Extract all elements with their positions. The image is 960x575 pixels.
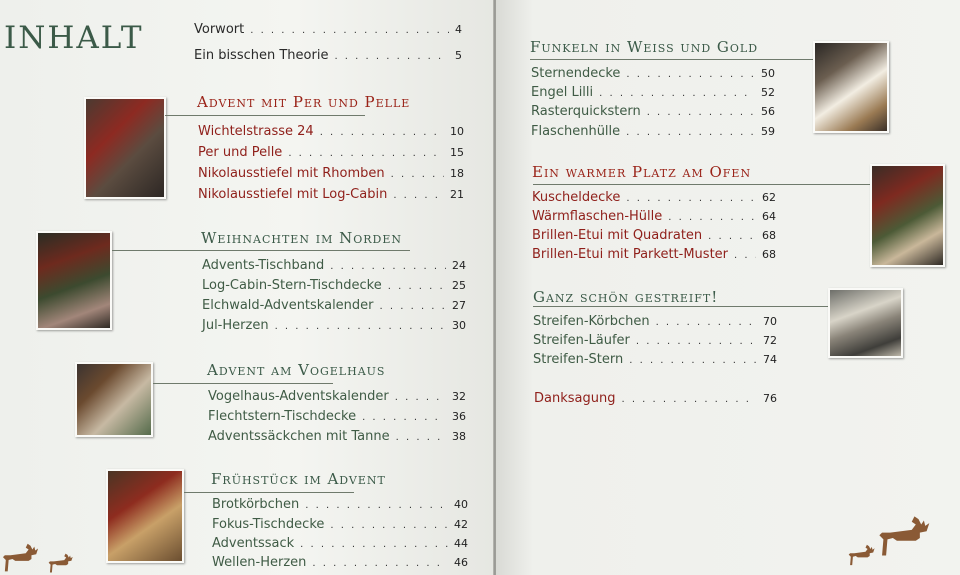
toc-entry[interactable]: Vogelhaus-Adventskalender . . . 32 — [208, 389, 466, 404]
section-rule — [184, 492, 354, 493]
toc-entry[interactable]: Brotkörbchen . . . 40 — [212, 497, 468, 512]
toc-entry[interactable]: Streifen-Körbchen . . . 70 — [533, 314, 777, 329]
toc-entry[interactable]: Wichtelstrasse 24 . . . 10 — [198, 124, 464, 139]
toc-entry[interactable]: Brillen-Etui mit Quadraten . . . 68 — [532, 228, 776, 243]
toc-entry[interactable]: Ein bisschen Theorie . . . 5 — [194, 48, 462, 63]
toc-entry[interactable]: Streifen-Stern . . . 74 — [533, 352, 777, 367]
dot-leader — [396, 432, 446, 443]
moose-icon — [2, 543, 40, 575]
moose-icon — [848, 543, 876, 569]
dot-leader — [626, 193, 756, 204]
dot-leader — [288, 148, 444, 159]
section-rule — [533, 184, 870, 185]
dot-leader — [380, 301, 446, 312]
dot-leader — [395, 392, 446, 403]
dot-leader — [305, 500, 448, 511]
toc-entry[interactable]: Adventssack . . . 44 — [212, 536, 468, 551]
dot-leader — [312, 558, 448, 569]
dot-leader — [330, 261, 446, 272]
dot-leader — [250, 25, 449, 36]
section-photo — [106, 469, 184, 563]
section-heading: Ganz schön gestreift! — [533, 288, 719, 306]
toc-entry[interactable]: Wellen-Herzen . . . 46 — [212, 555, 468, 570]
dot-leader — [393, 190, 444, 201]
dot-leader — [656, 317, 757, 328]
dot-leader — [621, 394, 757, 405]
dot-leader — [391, 169, 444, 180]
dot-leader — [362, 412, 446, 423]
toc-entry[interactable]: Jul-Herzen . . . 30 — [202, 318, 466, 333]
toc-entry[interactable]: Advents-Tischband . . . 24 — [202, 258, 466, 273]
section-heading: Funkeln in Weiss und Gold — [530, 38, 759, 56]
dot-leader — [626, 69, 755, 80]
toc-entry[interactable]: Per und Pelle . . . 15 — [198, 145, 464, 160]
section-heading: Advent am Vogelhaus — [207, 361, 386, 379]
moose-icon — [48, 553, 74, 575]
toc-entry[interactable]: Flaschenhülle . . . 59 — [531, 124, 775, 139]
dot-leader — [599, 88, 755, 99]
toc-entry[interactable]: Nikolausstiefel mit Log-Cabin . . . 21 — [198, 187, 464, 202]
section-rule — [530, 59, 813, 60]
toc-entry[interactable]: Flechtstern-Tischdecke . . . 36 — [208, 409, 466, 424]
moose-icon — [878, 508, 932, 568]
dot-leader — [300, 539, 448, 550]
section-photo — [84, 97, 166, 199]
dot-leader — [275, 321, 446, 332]
toc-entry[interactable]: Fokus-Tischdecke . . . 42 — [212, 517, 468, 532]
toc-entry[interactable]: Log-Cabin-Stern-Tischdecke . . . 25 — [202, 278, 466, 293]
section-heading: Frühstück im Advent — [211, 470, 386, 488]
section-rule — [153, 383, 333, 384]
section-heading: Ein warmer Platz am Ofen — [532, 163, 752, 181]
section-photo — [36, 231, 112, 330]
dot-leader — [629, 355, 757, 366]
section-rule — [165, 115, 365, 116]
dot-leader — [334, 51, 449, 62]
toc-entry[interactable]: Rasterquickstern . . . 56 — [531, 104, 775, 119]
toc-entry[interactable]: Wärmflaschen-Hülle . . . 64 — [532, 209, 776, 224]
dot-leader — [636, 336, 757, 347]
toc-entry[interactable]: Streifen-Läufer . . . 72 — [533, 333, 777, 348]
section-heading: Advent mit Per und Pelle — [197, 93, 411, 111]
toc-entry[interactable]: Nikolausstiefel mit Rhomben . . . 18 — [198, 166, 464, 181]
dot-leader — [647, 107, 755, 118]
toc-entry[interactable]: Adventssäckchen mit Tanne . . . 38 — [208, 429, 466, 444]
dot-leader — [330, 520, 448, 531]
toc-entry-danksagung[interactable]: Danksagung . . . 76 — [534, 391, 777, 406]
toc-entry[interactable]: Vorwort . . . 4 — [194, 22, 462, 37]
dot-leader — [626, 127, 755, 138]
section-photo — [813, 41, 889, 133]
toc-entry[interactable]: Elchwald-Adventskalender . . . 27 — [202, 298, 466, 313]
dot-leader — [388, 281, 446, 292]
dot-leader — [708, 231, 756, 242]
toc-entry[interactable]: Kuscheldecke . . . 62 — [532, 190, 776, 205]
section-photo — [870, 164, 945, 267]
section-photo — [828, 288, 903, 358]
dot-leader — [734, 250, 756, 261]
dot-leader — [320, 127, 444, 138]
toc-entry[interactable]: Sternendecke . . . 50 — [531, 66, 775, 81]
section-rule — [533, 306, 828, 307]
section-heading: Weihnachten im Norden — [201, 229, 402, 247]
dot-leader — [668, 212, 756, 223]
page-title: INHALT — [4, 20, 144, 56]
section-rule — [112, 250, 410, 251]
section-photo — [75, 362, 153, 437]
toc-entry[interactable]: Engel Lilli . . . 52 — [531, 85, 775, 100]
toc-entry[interactable]: Brillen-Etui mit Parkett-Muster . . . 68 — [532, 247, 776, 262]
